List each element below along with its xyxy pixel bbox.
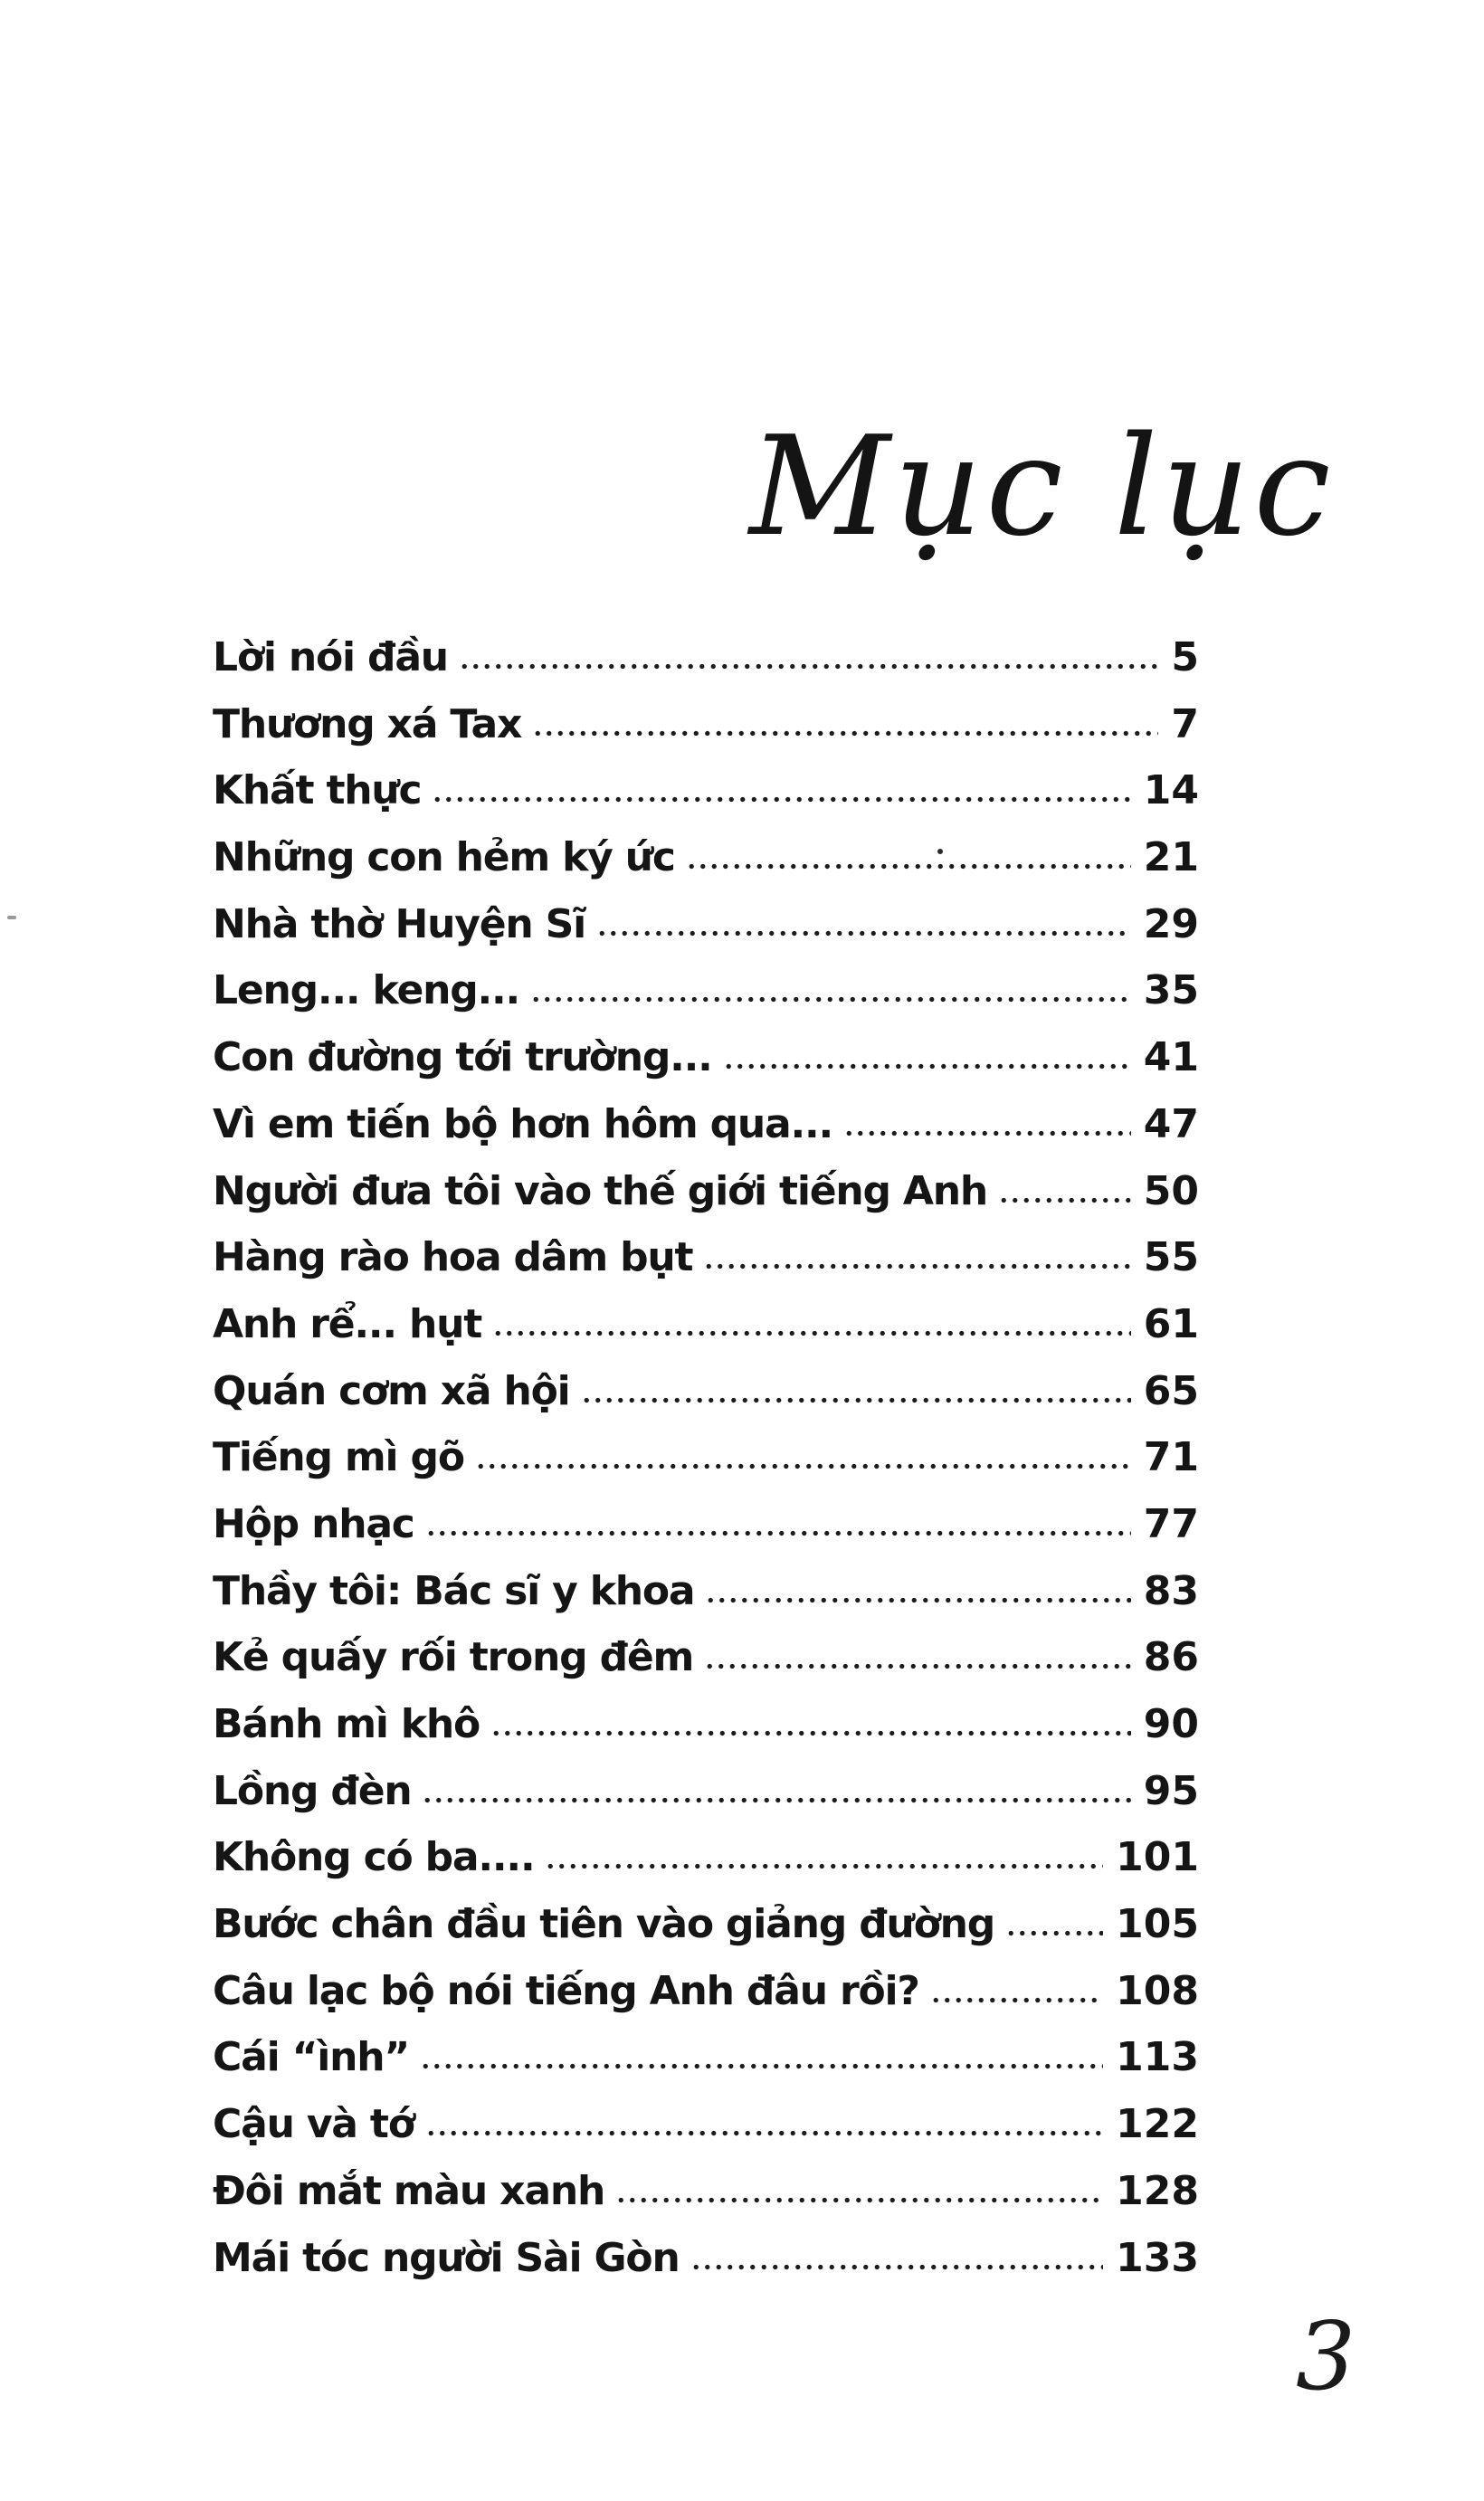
dot-leader bbox=[459, 662, 1158, 670]
toc-entry-page: 105 bbox=[1116, 1901, 1199, 1948]
toc-entry-page: 47 bbox=[1143, 1100, 1199, 1147]
dot-leader bbox=[432, 795, 1130, 804]
toc-entry-label: Đôi mắt màu xanh bbox=[213, 2167, 605, 2214]
toc-entry-label: Lồng đèn bbox=[213, 1767, 412, 1814]
dot-leader bbox=[703, 1262, 1130, 1270]
toc-entry-page: 133 bbox=[1116, 2234, 1199, 2281]
toc-entry bbox=[213, 2091, 1199, 2158]
toc-entry bbox=[213, 1091, 1199, 1158]
toc-entry-page: 41 bbox=[1143, 1034, 1199, 1081]
toc-entry bbox=[213, 2225, 1199, 2292]
toc-entry-label: Con đường tới trường... bbox=[213, 1034, 712, 1081]
toc-entry bbox=[213, 1424, 1199, 1491]
toc-entry bbox=[213, 1224, 1199, 1291]
toc-entry bbox=[213, 1691, 1199, 1758]
toc-entry-page: 86 bbox=[1143, 1634, 1199, 1681]
toc-entry-label: Bước chân đầu tiên vào giảng đường bbox=[213, 1901, 995, 1948]
toc-entry-label: Câu lạc bộ nói tiếng Anh đâu rồi? bbox=[213, 1967, 919, 2014]
toc-entry bbox=[213, 824, 1199, 891]
toc-entry bbox=[213, 2024, 1199, 2091]
toc-entry-label: Tiếng mì gõ bbox=[213, 1434, 464, 1481]
toc-entry bbox=[213, 1491, 1199, 1558]
dot-leader bbox=[581, 1396, 1131, 1404]
toc-entry-page: 128 bbox=[1116, 2167, 1199, 2214]
toc-entry-page: 101 bbox=[1116, 1834, 1199, 1881]
toc-entry bbox=[213, 1158, 1199, 1225]
toc-entry bbox=[213, 957, 1199, 1024]
dot-leader bbox=[425, 1529, 1131, 1537]
toc-entry-label: Cậu và tớ bbox=[213, 2101, 414, 2148]
toc-entry-page: 29 bbox=[1143, 900, 1199, 947]
toc-entry-page: 35 bbox=[1143, 967, 1199, 1014]
toc-entry-label: Không có ba.... bbox=[213, 1834, 535, 1881]
scan-speck bbox=[937, 849, 943, 854]
dot-leader bbox=[490, 1729, 1131, 1737]
toc-entry-page: 90 bbox=[1143, 1701, 1199, 1747]
toc-entry-label: Khất thực bbox=[213, 767, 422, 814]
toc-entry-label: Thương xá Tax bbox=[213, 700, 522, 747]
dot-leader bbox=[422, 1796, 1130, 1804]
toc-entry-label: Leng... keng... bbox=[213, 967, 520, 1014]
toc-entry bbox=[213, 624, 1199, 691]
toc-entry-page: 14 bbox=[1143, 767, 1199, 814]
toc-entry bbox=[213, 1558, 1199, 1625]
toc-entry-label: Những con hẻm ký ức bbox=[213, 834, 675, 881]
toc-entry-page: 21 bbox=[1143, 834, 1199, 881]
toc-entry-page: 65 bbox=[1143, 1367, 1199, 1414]
toc-entry-label: Vì em tiến bộ hơn hôm qua... bbox=[213, 1100, 833, 1147]
toc-entry-page: 122 bbox=[1116, 2101, 1199, 2148]
toc-entry-page: 5 bbox=[1171, 634, 1199, 680]
toc-entry-page: 77 bbox=[1143, 1500, 1199, 1547]
toc-entry-page: 50 bbox=[1143, 1167, 1199, 1214]
toc-entry-page: 83 bbox=[1143, 1567, 1199, 1614]
scan-speck bbox=[7, 916, 16, 919]
toc-entry bbox=[213, 891, 1199, 958]
dot-leader bbox=[723, 1062, 1131, 1070]
toc-entry bbox=[213, 1624, 1199, 1691]
toc-entry-page: 108 bbox=[1116, 1967, 1199, 2014]
toc-entry-page: 95 bbox=[1143, 1767, 1199, 1814]
dot-leader bbox=[690, 2263, 1104, 2271]
folio-page-number: 3 bbox=[1296, 2301, 1356, 2411]
toc-entry bbox=[213, 1958, 1199, 2025]
dot-leader bbox=[998, 1196, 1131, 1204]
dot-leader bbox=[530, 995, 1131, 1003]
dot-leader bbox=[545, 1862, 1103, 1870]
toc-entry bbox=[213, 757, 1199, 824]
dot-leader bbox=[704, 1662, 1131, 1670]
toc-entry-label: Hàng rào hoa dâm bụt bbox=[213, 1234, 693, 1281]
toc-entry-label: Anh rể... hụt bbox=[213, 1300, 482, 1347]
dot-leader bbox=[705, 1596, 1130, 1604]
toc-entry-label: Kẻ quấy rối trong đêm bbox=[213, 1634, 694, 1681]
toc-entry bbox=[213, 1024, 1199, 1091]
toc-entry-label: Bánh mì khô bbox=[213, 1701, 480, 1747]
toc-entry-page: 71 bbox=[1143, 1434, 1199, 1481]
page-title: Mục lục bbox=[749, 405, 1335, 566]
dot-leader bbox=[930, 1996, 1103, 2004]
toc-entry bbox=[213, 691, 1199, 758]
toc-entry bbox=[213, 1358, 1199, 1425]
dot-leader bbox=[420, 2062, 1103, 2070]
dot-leader bbox=[843, 1129, 1131, 1137]
dot-leader bbox=[475, 1462, 1131, 1470]
toc-entry-label: Nhà thờ Huyện Sĩ bbox=[213, 900, 585, 947]
dot-leader bbox=[615, 2196, 1103, 2204]
toc-entry-page: 61 bbox=[1143, 1300, 1199, 1347]
dot-leader bbox=[492, 1329, 1131, 1337]
toc-list bbox=[213, 624, 1199, 2291]
toc-entry-label: Quán cơm xã hội bbox=[213, 1367, 570, 1414]
toc-entry bbox=[213, 2158, 1199, 2225]
toc-entry bbox=[213, 1824, 1199, 1891]
toc-entry bbox=[213, 1291, 1199, 1358]
toc-entry-label: Thầy tôi: Bác sĩ y khoa bbox=[213, 1567, 695, 1614]
toc-entry-page: 7 bbox=[1171, 700, 1199, 747]
toc-entry-label: Hộp nhạc bbox=[213, 1500, 414, 1547]
toc-entry bbox=[213, 1758, 1199, 1825]
toc-entry-label: Cái “ình” bbox=[213, 2034, 410, 2081]
dot-leader bbox=[686, 862, 1131, 870]
toc-entry-label: Lời nói đầu bbox=[213, 634, 448, 680]
toc-entry-label: Người đưa tôi vào thế giới tiếng Anh bbox=[213, 1167, 988, 1214]
dot-leader bbox=[425, 2129, 1103, 2137]
toc-entry-page: 55 bbox=[1143, 1234, 1199, 1281]
toc-entry bbox=[213, 1891, 1199, 1958]
dot-leader bbox=[1005, 1929, 1103, 1937]
dot-leader bbox=[532, 729, 1158, 737]
toc-entry-page: 113 bbox=[1116, 2034, 1199, 2081]
toc-entry-label: Mái tóc người Sài Gòn bbox=[213, 2234, 680, 2281]
dot-leader bbox=[596, 929, 1131, 937]
